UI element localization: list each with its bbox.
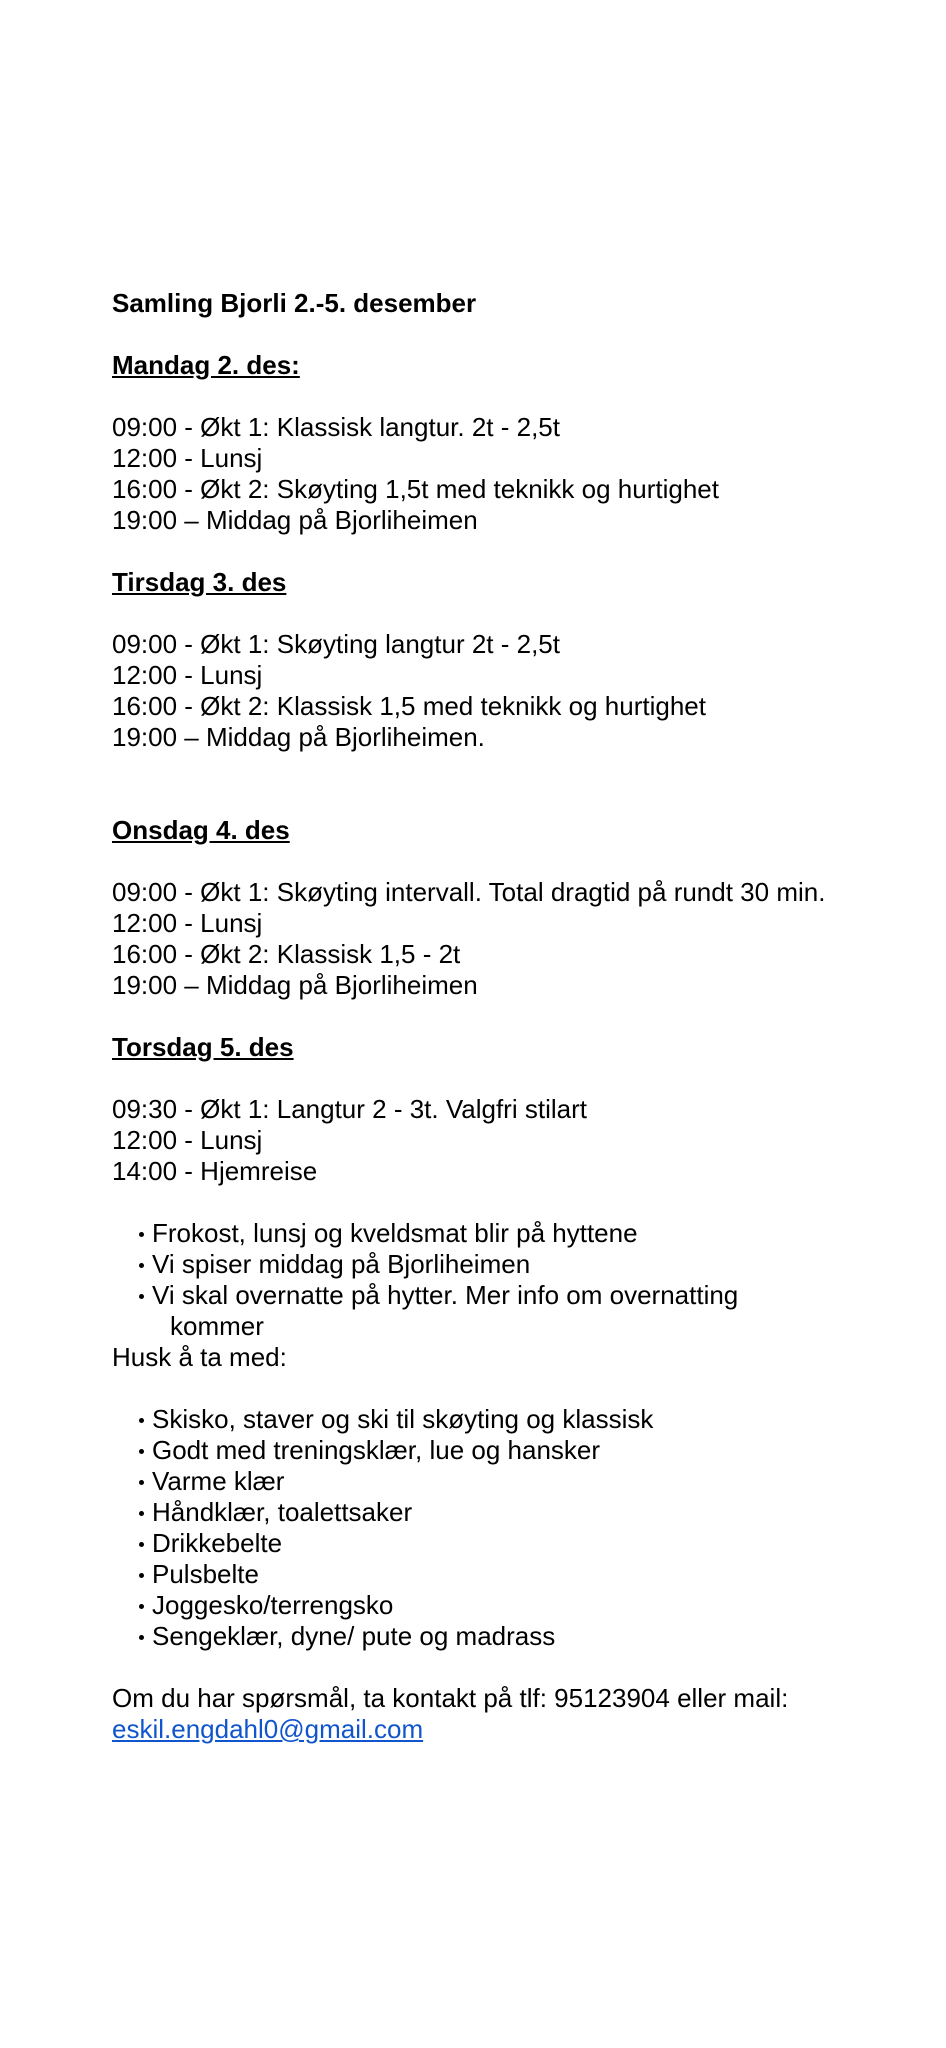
schedule-item: 12:00 - Lunsj <box>112 908 263 938</box>
day-block-tuesday <box>112 567 832 753</box>
bullet-dot-icon <box>139 1511 144 1516</box>
schedule-item: 16:00 - Økt 2: Klassisk 1,5 - 2t <box>112 939 461 969</box>
packing-item <box>112 1404 832 1435</box>
bullet-item <box>112 1218 832 1249</box>
day-heading: Onsdag 4. des <box>112 815 290 845</box>
bullet-text-line: Vi skal overnatte på hytter. Mer info om overnatting <box>152 1280 739 1310</box>
document-body <box>112 288 832 1745</box>
bullet-dot-icon <box>139 1573 144 1578</box>
bullet-item <box>112 1280 832 1342</box>
contact-text: Om du har spørsmål, ta kontakt på tlf: 95123904 eller mail: <box>112 1683 789 1713</box>
packing-item <box>112 1590 832 1621</box>
packing-item-text: Drikkebelte <box>152 1528 283 1558</box>
packing-item-text: Håndklær, toalettsaker <box>152 1497 413 1527</box>
packing-label: Husk å ta med: <box>112 1342 287 1372</box>
schedule-item: 14:00 - Hjemreise <box>112 1156 318 1186</box>
packing-item-text: Pulsbelte <box>152 1559 259 1589</box>
bullet-text: Vi spiser middag på Bjorliheimen <box>152 1249 531 1279</box>
schedule-item: 09:00 - Økt 1: Skøyting langtur 2t - 2,5t <box>112 629 560 659</box>
schedule-item: 16:00 - Økt 2: Klassisk 1,5 med teknikk og hurtighet <box>112 691 706 721</box>
bullet-dot-icon <box>139 1542 144 1547</box>
bullet-dot-icon <box>139 1418 144 1423</box>
bullet-text-continuation: kommer <box>170 1311 264 1341</box>
bullet-item <box>112 1249 832 1280</box>
schedule-list <box>112 877 832 1001</box>
day-heading: Torsdag 5. des <box>112 1032 294 1062</box>
document-title: Samling Bjorli 2.-5. desember <box>112 288 477 318</box>
bullet-text <box>152 1280 832 1342</box>
day-block-thursday <box>112 1032 832 1187</box>
day-heading: Mandag 2. des: <box>112 350 300 380</box>
info-bullet-list <box>112 1218 832 1342</box>
schedule-item: 19:00 – Middag på Bjorliheimen. <box>112 722 485 752</box>
schedule-list <box>112 629 832 753</box>
packing-list <box>112 1404 832 1652</box>
bullet-dot-icon <box>139 1232 144 1237</box>
bullet-text: Frokost, lunsj og kveldsmat blir på hyttene <box>152 1218 638 1248</box>
schedule-item: 12:00 - Lunsj <box>112 660 263 690</box>
day-heading: Tirsdag 3. des <box>112 567 287 597</box>
bullet-dot-icon <box>139 1294 144 1299</box>
schedule-item: 09:30 - Økt 1: Langtur 2 - 3t. Valgfri stilart <box>112 1094 587 1124</box>
schedule-item: 19:00 – Middag på Bjorliheimen <box>112 970 478 1000</box>
day-block-monday <box>112 350 832 536</box>
schedule-item: 09:00 - Økt 1: Skøyting intervall. Total dragtid på rundt 30 min. <box>112 877 826 907</box>
schedule-item: 16:00 - Økt 2: Skøyting 1,5t med teknikk og hurtighet <box>112 474 719 504</box>
contact-paragraph <box>112 1683 832 1745</box>
schedule-item: 12:00 - Lunsj <box>112 443 263 473</box>
packing-item <box>112 1528 832 1559</box>
bullet-dot-icon <box>139 1263 144 1268</box>
schedule-list <box>112 1094 832 1187</box>
schedule-item: 19:00 – Middag på Bjorliheimen <box>112 505 478 535</box>
schedule-item: 09:00 - Økt 1: Klassisk langtur. 2t - 2,5t <box>112 412 560 442</box>
bullet-dot-icon <box>139 1604 144 1609</box>
day-block-wednesday <box>112 815 832 1001</box>
packing-item <box>112 1466 832 1497</box>
packing-item <box>112 1435 832 1466</box>
packing-item <box>112 1559 832 1590</box>
packing-item-text: Sengeklær, dyne/ pute og madrass <box>152 1621 556 1651</box>
packing-item-text: Joggesko/terrengsko <box>152 1590 394 1620</box>
schedule-list <box>112 412 832 536</box>
bullet-dot-icon <box>139 1480 144 1485</box>
packing-item <box>112 1497 832 1528</box>
bullet-dot-icon <box>139 1635 144 1640</box>
packing-item <box>112 1621 832 1652</box>
bullet-dot-icon <box>139 1449 144 1454</box>
packing-item-text: Varme klær <box>152 1466 285 1496</box>
packing-item-text: Skisko, staver og ski til skøyting og klassisk <box>152 1404 654 1434</box>
email-link[interactable]: eskil.engdahl0@gmail.com <box>112 1714 424 1744</box>
packing-item-text: Godt med treningsklær, lue og hansker <box>152 1435 601 1465</box>
schedule-item: 12:00 - Lunsj <box>112 1125 263 1155</box>
